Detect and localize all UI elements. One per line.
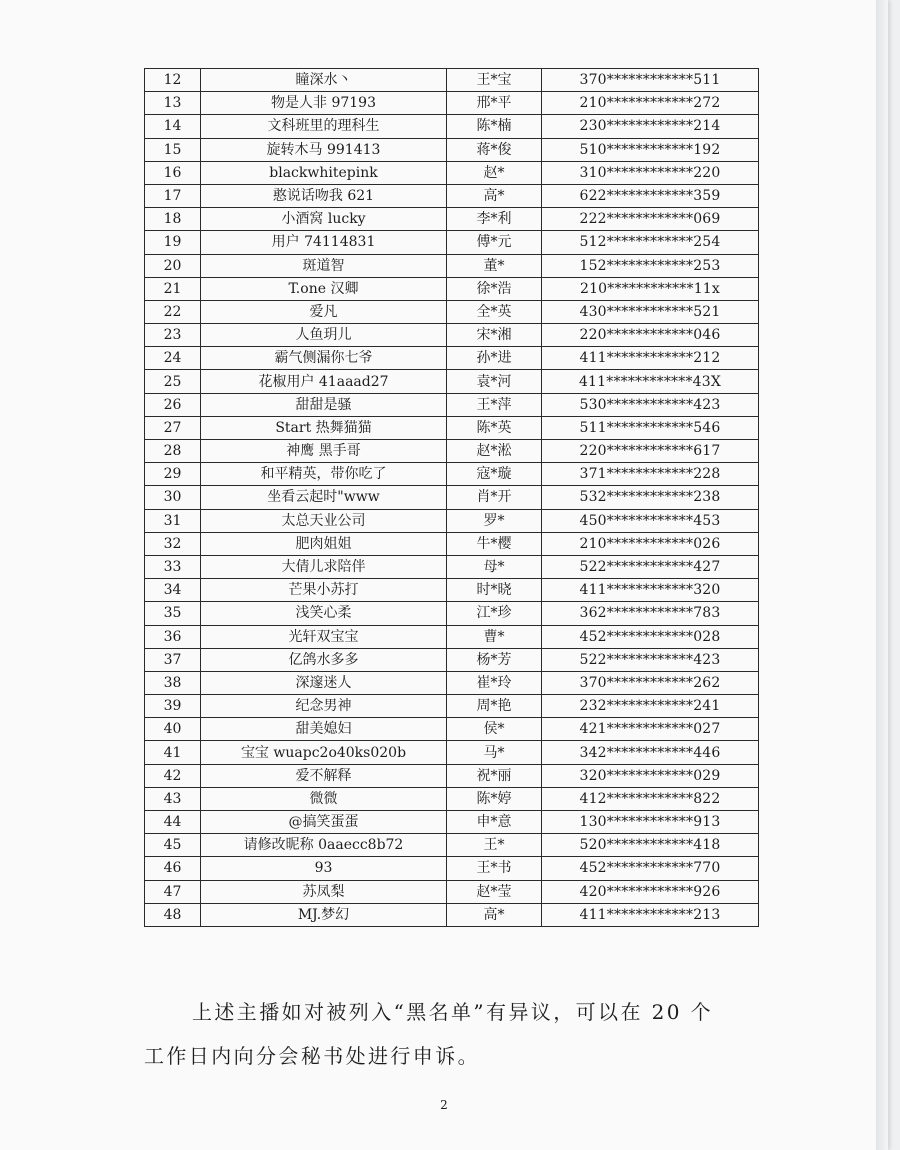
id-number-cell: 421************027 bbox=[542, 718, 759, 741]
id-number-cell: 230************214 bbox=[542, 115, 759, 138]
nickname-cell: 爱凡 bbox=[201, 300, 447, 323]
nickname-cell: MJ.梦幻 bbox=[201, 903, 447, 926]
table-row bbox=[145, 579, 759, 602]
table-row bbox=[145, 440, 759, 463]
real-name-cell: 赵*莹 bbox=[447, 880, 542, 903]
row-number-cell: 39 bbox=[145, 695, 201, 718]
id-number-cell: 511************546 bbox=[542, 416, 759, 439]
nickname-cell: 大倩儿求陪伴 bbox=[201, 555, 447, 578]
nickname-cell: 宝宝 wuapc2o40ks020b bbox=[201, 741, 447, 764]
table-row bbox=[145, 880, 759, 903]
row-number-cell: 24 bbox=[145, 347, 201, 370]
id-number-cell: 220************617 bbox=[542, 440, 759, 463]
real-name-cell: 寇*璇 bbox=[447, 463, 542, 486]
row-number-cell: 46 bbox=[145, 857, 201, 880]
row-number-cell: 15 bbox=[145, 138, 201, 161]
appeal-notice-line-2: 工作日内向分会秘书处进行申诉。 bbox=[144, 1044, 480, 1068]
row-number-cell: 43 bbox=[145, 787, 201, 810]
id-number-cell: 310************220 bbox=[542, 161, 759, 184]
nickname-cell: 光轩双宝宝 bbox=[201, 625, 447, 648]
row-number-cell: 22 bbox=[145, 300, 201, 323]
nickname-cell: 文科班里的理科生 bbox=[201, 115, 447, 138]
id-number-cell: 510************192 bbox=[542, 138, 759, 161]
nickname-cell: 芒果小苏打 bbox=[201, 579, 447, 602]
row-number-cell: 30 bbox=[145, 486, 201, 509]
table-row bbox=[145, 857, 759, 880]
row-number-cell: 32 bbox=[145, 532, 201, 555]
row-number-cell: 42 bbox=[145, 764, 201, 787]
id-number-cell: 152************253 bbox=[542, 254, 759, 277]
table-row bbox=[145, 555, 759, 578]
real-name-cell: 王* bbox=[447, 834, 542, 857]
table-row bbox=[145, 648, 759, 671]
nickname-cell: Start 热舞猫猫 bbox=[201, 416, 447, 439]
real-name-cell: 孙*进 bbox=[447, 347, 542, 370]
appeal-notice bbox=[144, 990, 764, 1078]
nickname-cell: T.one 汉卿 bbox=[201, 277, 447, 300]
id-number-cell: 232************241 bbox=[542, 695, 759, 718]
page-edge-shadow bbox=[876, 0, 888, 1150]
table-row bbox=[145, 509, 759, 532]
real-name-cell: 邢*平 bbox=[447, 92, 542, 115]
nickname-cell: 请修改昵称 0aaecc8b72 bbox=[201, 834, 447, 857]
nickname-cell: 花椒用户 41aaad27 bbox=[201, 370, 447, 393]
table-row bbox=[145, 277, 759, 300]
row-number-cell: 44 bbox=[145, 811, 201, 834]
table-row bbox=[145, 741, 759, 764]
nickname-cell: 憨说话吻我 621 bbox=[201, 184, 447, 207]
id-number-cell: 411************212 bbox=[542, 347, 759, 370]
nickname-cell: 小酒窝 lucky bbox=[201, 208, 447, 231]
id-number-cell: 411************320 bbox=[542, 579, 759, 602]
id-number-cell: 210************11x bbox=[542, 277, 759, 300]
real-name-cell: 牛*樱 bbox=[447, 532, 542, 555]
appeal-notice-line-1: 上述主播如对被列入“黑名单”有异议，可以在 20 个 bbox=[192, 1000, 714, 1024]
real-name-cell: 全*英 bbox=[447, 300, 542, 323]
table-row bbox=[145, 486, 759, 509]
row-number-cell: 45 bbox=[145, 834, 201, 857]
real-name-cell: 董* bbox=[447, 254, 542, 277]
real-name-cell: 赵*淞 bbox=[447, 440, 542, 463]
id-number-cell: 520************418 bbox=[542, 834, 759, 857]
nickname-cell: 甜甜是骚 bbox=[201, 393, 447, 416]
real-name-cell: 王*宝 bbox=[447, 69, 542, 92]
row-number-cell: 14 bbox=[145, 115, 201, 138]
nickname-cell: blackwhitepink bbox=[201, 161, 447, 184]
nickname-cell: 坐看云起时"www bbox=[201, 486, 447, 509]
nickname-cell: 太总天业公司 bbox=[201, 509, 447, 532]
id-number-cell: 411************213 bbox=[542, 903, 759, 926]
id-number-cell: 371************228 bbox=[542, 463, 759, 486]
real-name-cell: 江*珍 bbox=[447, 602, 542, 625]
id-number-cell: 210************026 bbox=[542, 532, 759, 555]
table-row bbox=[145, 463, 759, 486]
real-name-cell: 王*萍 bbox=[447, 393, 542, 416]
table-row bbox=[145, 718, 759, 741]
id-number-cell: 412************822 bbox=[542, 787, 759, 810]
row-number-cell: 31 bbox=[145, 509, 201, 532]
real-name-cell: 徐*浩 bbox=[447, 277, 542, 300]
row-number-cell: 37 bbox=[145, 648, 201, 671]
real-name-cell: 申*意 bbox=[447, 811, 542, 834]
real-name-cell: 杨*芳 bbox=[447, 648, 542, 671]
nickname-cell: 浅笑心柔 bbox=[201, 602, 447, 625]
id-number-cell: 622************359 bbox=[542, 184, 759, 207]
row-number-cell: 33 bbox=[145, 555, 201, 578]
nickname-cell: 霸气侧漏你七爷 bbox=[201, 347, 447, 370]
nickname-cell: 深邃迷人 bbox=[201, 671, 447, 694]
row-number-cell: 40 bbox=[145, 718, 201, 741]
id-number-cell: 320************029 bbox=[542, 764, 759, 787]
row-number-cell: 21 bbox=[145, 277, 201, 300]
id-number-cell: 342************446 bbox=[542, 741, 759, 764]
table-row bbox=[145, 254, 759, 277]
real-name-cell: 傅*元 bbox=[447, 231, 542, 254]
nickname-cell: @搞笑蛋蛋 bbox=[201, 811, 447, 834]
table-row bbox=[145, 811, 759, 834]
row-number-cell: 28 bbox=[145, 440, 201, 463]
real-name-cell: 周*艳 bbox=[447, 695, 542, 718]
row-number-cell: 41 bbox=[145, 741, 201, 764]
id-number-cell: 362************783 bbox=[542, 602, 759, 625]
real-name-cell: 王*书 bbox=[447, 857, 542, 880]
table-row bbox=[145, 370, 759, 393]
id-number-cell: 411************43X bbox=[542, 370, 759, 393]
nickname-cell: 用户 74114831 bbox=[201, 231, 447, 254]
blacklist-table-body bbox=[145, 69, 759, 927]
table-row bbox=[145, 300, 759, 323]
row-number-cell: 38 bbox=[145, 671, 201, 694]
row-number-cell: 35 bbox=[145, 602, 201, 625]
nickname-cell: 物是人非 97193 bbox=[201, 92, 447, 115]
table-row bbox=[145, 393, 759, 416]
nickname-cell: 斑道智 bbox=[201, 254, 447, 277]
nickname-cell: 纪念男神 bbox=[201, 695, 447, 718]
row-number-cell: 48 bbox=[145, 903, 201, 926]
real-name-cell: 高* bbox=[447, 903, 542, 926]
real-name-cell: 陈*英 bbox=[447, 416, 542, 439]
row-number-cell: 17 bbox=[145, 184, 201, 207]
id-number-cell: 522************427 bbox=[542, 555, 759, 578]
table-row bbox=[145, 532, 759, 555]
page-number: 2 bbox=[440, 1098, 448, 1112]
id-number-cell: 452************770 bbox=[542, 857, 759, 880]
real-name-cell: 陈*楠 bbox=[447, 115, 542, 138]
id-number-cell: 370************262 bbox=[542, 671, 759, 694]
table-row bbox=[145, 138, 759, 161]
row-number-cell: 27 bbox=[145, 416, 201, 439]
real-name-cell: 母* bbox=[447, 555, 542, 578]
table-row bbox=[145, 324, 759, 347]
row-number-cell: 36 bbox=[145, 625, 201, 648]
nickname-cell: 人鱼玥儿 bbox=[201, 324, 447, 347]
real-name-cell: 崔*玲 bbox=[447, 671, 542, 694]
table-row bbox=[145, 347, 759, 370]
table-row bbox=[145, 92, 759, 115]
id-number-cell: 220************046 bbox=[542, 324, 759, 347]
table-row bbox=[145, 208, 759, 231]
row-number-cell: 26 bbox=[145, 393, 201, 416]
id-number-cell: 532************238 bbox=[542, 486, 759, 509]
id-number-cell: 370************511 bbox=[542, 69, 759, 92]
real-name-cell: 时*晓 bbox=[447, 579, 542, 602]
nickname-cell: 爱不解释 bbox=[201, 764, 447, 787]
real-name-cell: 蒋*俊 bbox=[447, 138, 542, 161]
nickname-cell: 瞳深水丶 bbox=[201, 69, 447, 92]
real-name-cell: 宋*湘 bbox=[447, 324, 542, 347]
id-number-cell: 530************423 bbox=[542, 393, 759, 416]
id-number-cell: 420************926 bbox=[542, 880, 759, 903]
row-number-cell: 19 bbox=[145, 231, 201, 254]
real-name-cell: 李*利 bbox=[447, 208, 542, 231]
table-row bbox=[145, 695, 759, 718]
nickname-cell: 旋转木马 991413 bbox=[201, 138, 447, 161]
row-number-cell: 20 bbox=[145, 254, 201, 277]
real-name-cell: 罗* bbox=[447, 509, 542, 532]
row-number-cell: 12 bbox=[145, 69, 201, 92]
id-number-cell: 512************254 bbox=[542, 231, 759, 254]
nickname-cell: 甜美媳妇 bbox=[201, 718, 447, 741]
id-number-cell: 450************453 bbox=[542, 509, 759, 532]
real-name-cell: 侯* bbox=[447, 718, 542, 741]
nickname-cell: 93 bbox=[201, 857, 447, 880]
table-row bbox=[145, 115, 759, 138]
table-row bbox=[145, 161, 759, 184]
row-number-cell: 23 bbox=[145, 324, 201, 347]
real-name-cell: 袁*河 bbox=[447, 370, 542, 393]
row-number-cell: 47 bbox=[145, 880, 201, 903]
table-row bbox=[145, 602, 759, 625]
table-row bbox=[145, 903, 759, 926]
real-name-cell: 赵* bbox=[447, 161, 542, 184]
row-number-cell: 25 bbox=[145, 370, 201, 393]
table-row bbox=[145, 184, 759, 207]
id-number-cell: 430************521 bbox=[542, 300, 759, 323]
real-name-cell: 曹* bbox=[447, 625, 542, 648]
row-number-cell: 18 bbox=[145, 208, 201, 231]
real-name-cell: 肖*开 bbox=[447, 486, 542, 509]
nickname-cell: 肥肉姐姐 bbox=[201, 532, 447, 555]
real-name-cell: 陈*婷 bbox=[447, 787, 542, 810]
blacklist-table bbox=[144, 68, 759, 927]
real-name-cell: 高* bbox=[447, 184, 542, 207]
real-name-cell: 马* bbox=[447, 741, 542, 764]
table-row bbox=[145, 625, 759, 648]
table-row bbox=[145, 764, 759, 787]
id-number-cell: 210************272 bbox=[542, 92, 759, 115]
real-name-cell: 祝*丽 bbox=[447, 764, 542, 787]
row-number-cell: 29 bbox=[145, 463, 201, 486]
row-number-cell: 34 bbox=[145, 579, 201, 602]
id-number-cell: 222************069 bbox=[542, 208, 759, 231]
id-number-cell: 522************423 bbox=[542, 648, 759, 671]
table-row bbox=[145, 787, 759, 810]
nickname-cell: 亿鸽水多多 bbox=[201, 648, 447, 671]
table-row bbox=[145, 834, 759, 857]
table-row bbox=[145, 671, 759, 694]
nickname-cell: 苏凤梨 bbox=[201, 880, 447, 903]
table-row bbox=[145, 69, 759, 92]
nickname-cell: 微微 bbox=[201, 787, 447, 810]
table-row bbox=[145, 416, 759, 439]
nickname-cell: 和平精英，带你吃了 bbox=[201, 463, 447, 486]
table-row bbox=[145, 231, 759, 254]
id-number-cell: 452************028 bbox=[542, 625, 759, 648]
id-number-cell: 130************913 bbox=[542, 811, 759, 834]
row-number-cell: 16 bbox=[145, 161, 201, 184]
row-number-cell: 13 bbox=[145, 92, 201, 115]
nickname-cell: 神鹰 黑手哥 bbox=[201, 440, 447, 463]
